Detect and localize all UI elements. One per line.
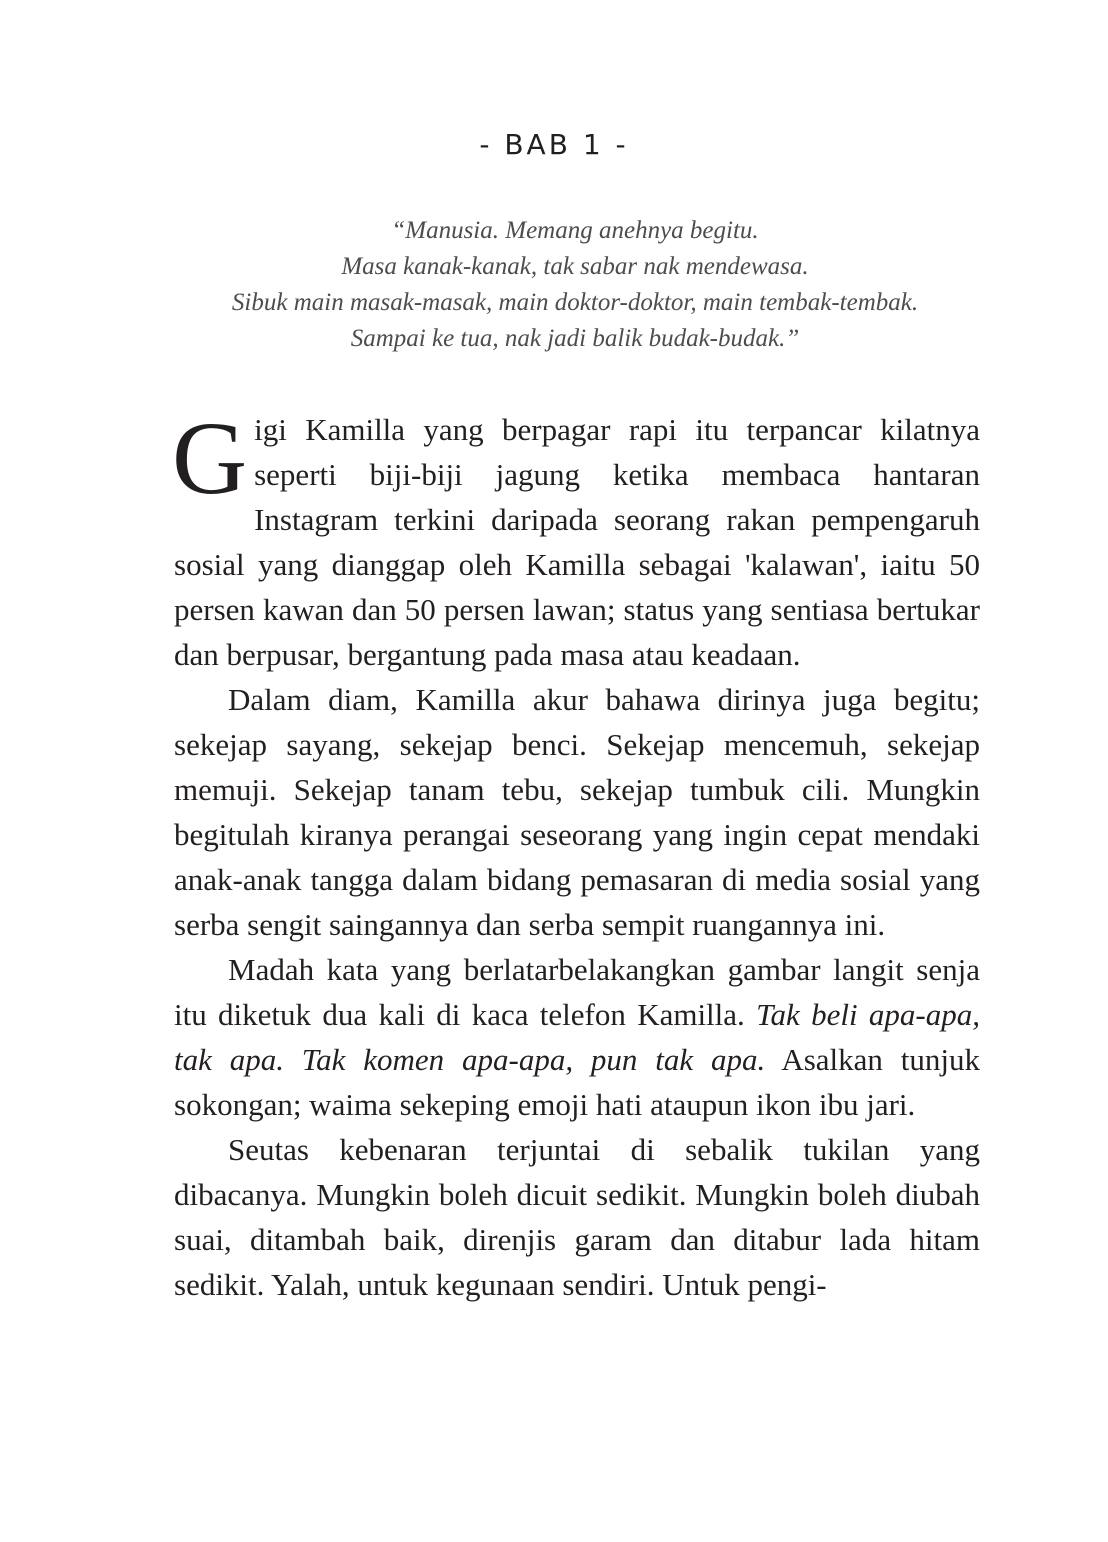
epigraph-line: “Manusia. Memang anehnya begitu.	[391, 217, 759, 244]
drop-cap: G	[172, 401, 248, 516]
paragraph	[172, 401, 980, 677]
epigraph-line: Sampai ke tua, nak jadi balik budak-budak.”	[350, 325, 800, 352]
epigraph	[0, 213, 1108, 357]
paragraph-text: Asalkan tunjuk sokongan; waima sekeping emoji hati ataupun ikon ibu jari.	[174, 1042, 980, 1122]
paragraph-text: Dalam diam, Kamilla akur bahawa dirinya juga begitu; sekejap sayang, sekejap benci. Sekejap mencemuh, sekejap memuji. Sekejap tanam tebu, sekejap tumbuk cili. Mungkin begitulah kiranya perangai seseorang yang ingin cepat mendaki anak-anak tangga dalam bidang pemasaran di media sosial yang serba sengit saingannya dan serba sempit ruangannya ini.	[174, 682, 980, 942]
paragraph	[174, 947, 980, 1127]
epigraph-line: Sibuk main masak-masak, main doktor-doktor, main tembak-tembak.	[231, 289, 919, 316]
italic-phrase: Tak beli apa-apa, tak apa. Tak komen apa-apa, pun tak apa.	[174, 997, 980, 1077]
chapter-title: - BAB 1 -	[479, 128, 629, 161]
paragraph	[174, 1127, 980, 1307]
epigraph-line: Masa kanak-kanak, tak sabar nak mendewasa.	[341, 253, 809, 280]
paragraph-text: Seutas kebenaran terjuntai di sebalik tukilan yang dibacanya. Mungkin boleh dicuit sedikit. Mungkin boleh diubah suai, ditambah baik, direnjis garam dan ditabur lada hitam sedikit. Yalah, untuk kegunaan sendiri. Untuk pengi-	[174, 1132, 980, 1302]
paragraph	[174, 677, 980, 947]
body-text	[172, 401, 980, 1307]
paragraph-text: Madah kata yang berlatarbelakangkan gambar langit senja itu diketuk dua kali di kaca telefon Kamilla.	[174, 952, 980, 1032]
paragraph-text: igi Kamilla yang berpagar rapi itu terpancar kilatnya seperti biji-biji jagung ketika membaca hantaran Instagram terkini daripada seorang rakan pempengaruh sosial yang dianggap oleh Kamilla sebagai 'kalawan', iaitu 50 persen kawan dan 50 persen lawan; status yang sentiasa bertukar dan berpusar, bergantung pada masa atau keadaan.	[174, 412, 980, 672]
